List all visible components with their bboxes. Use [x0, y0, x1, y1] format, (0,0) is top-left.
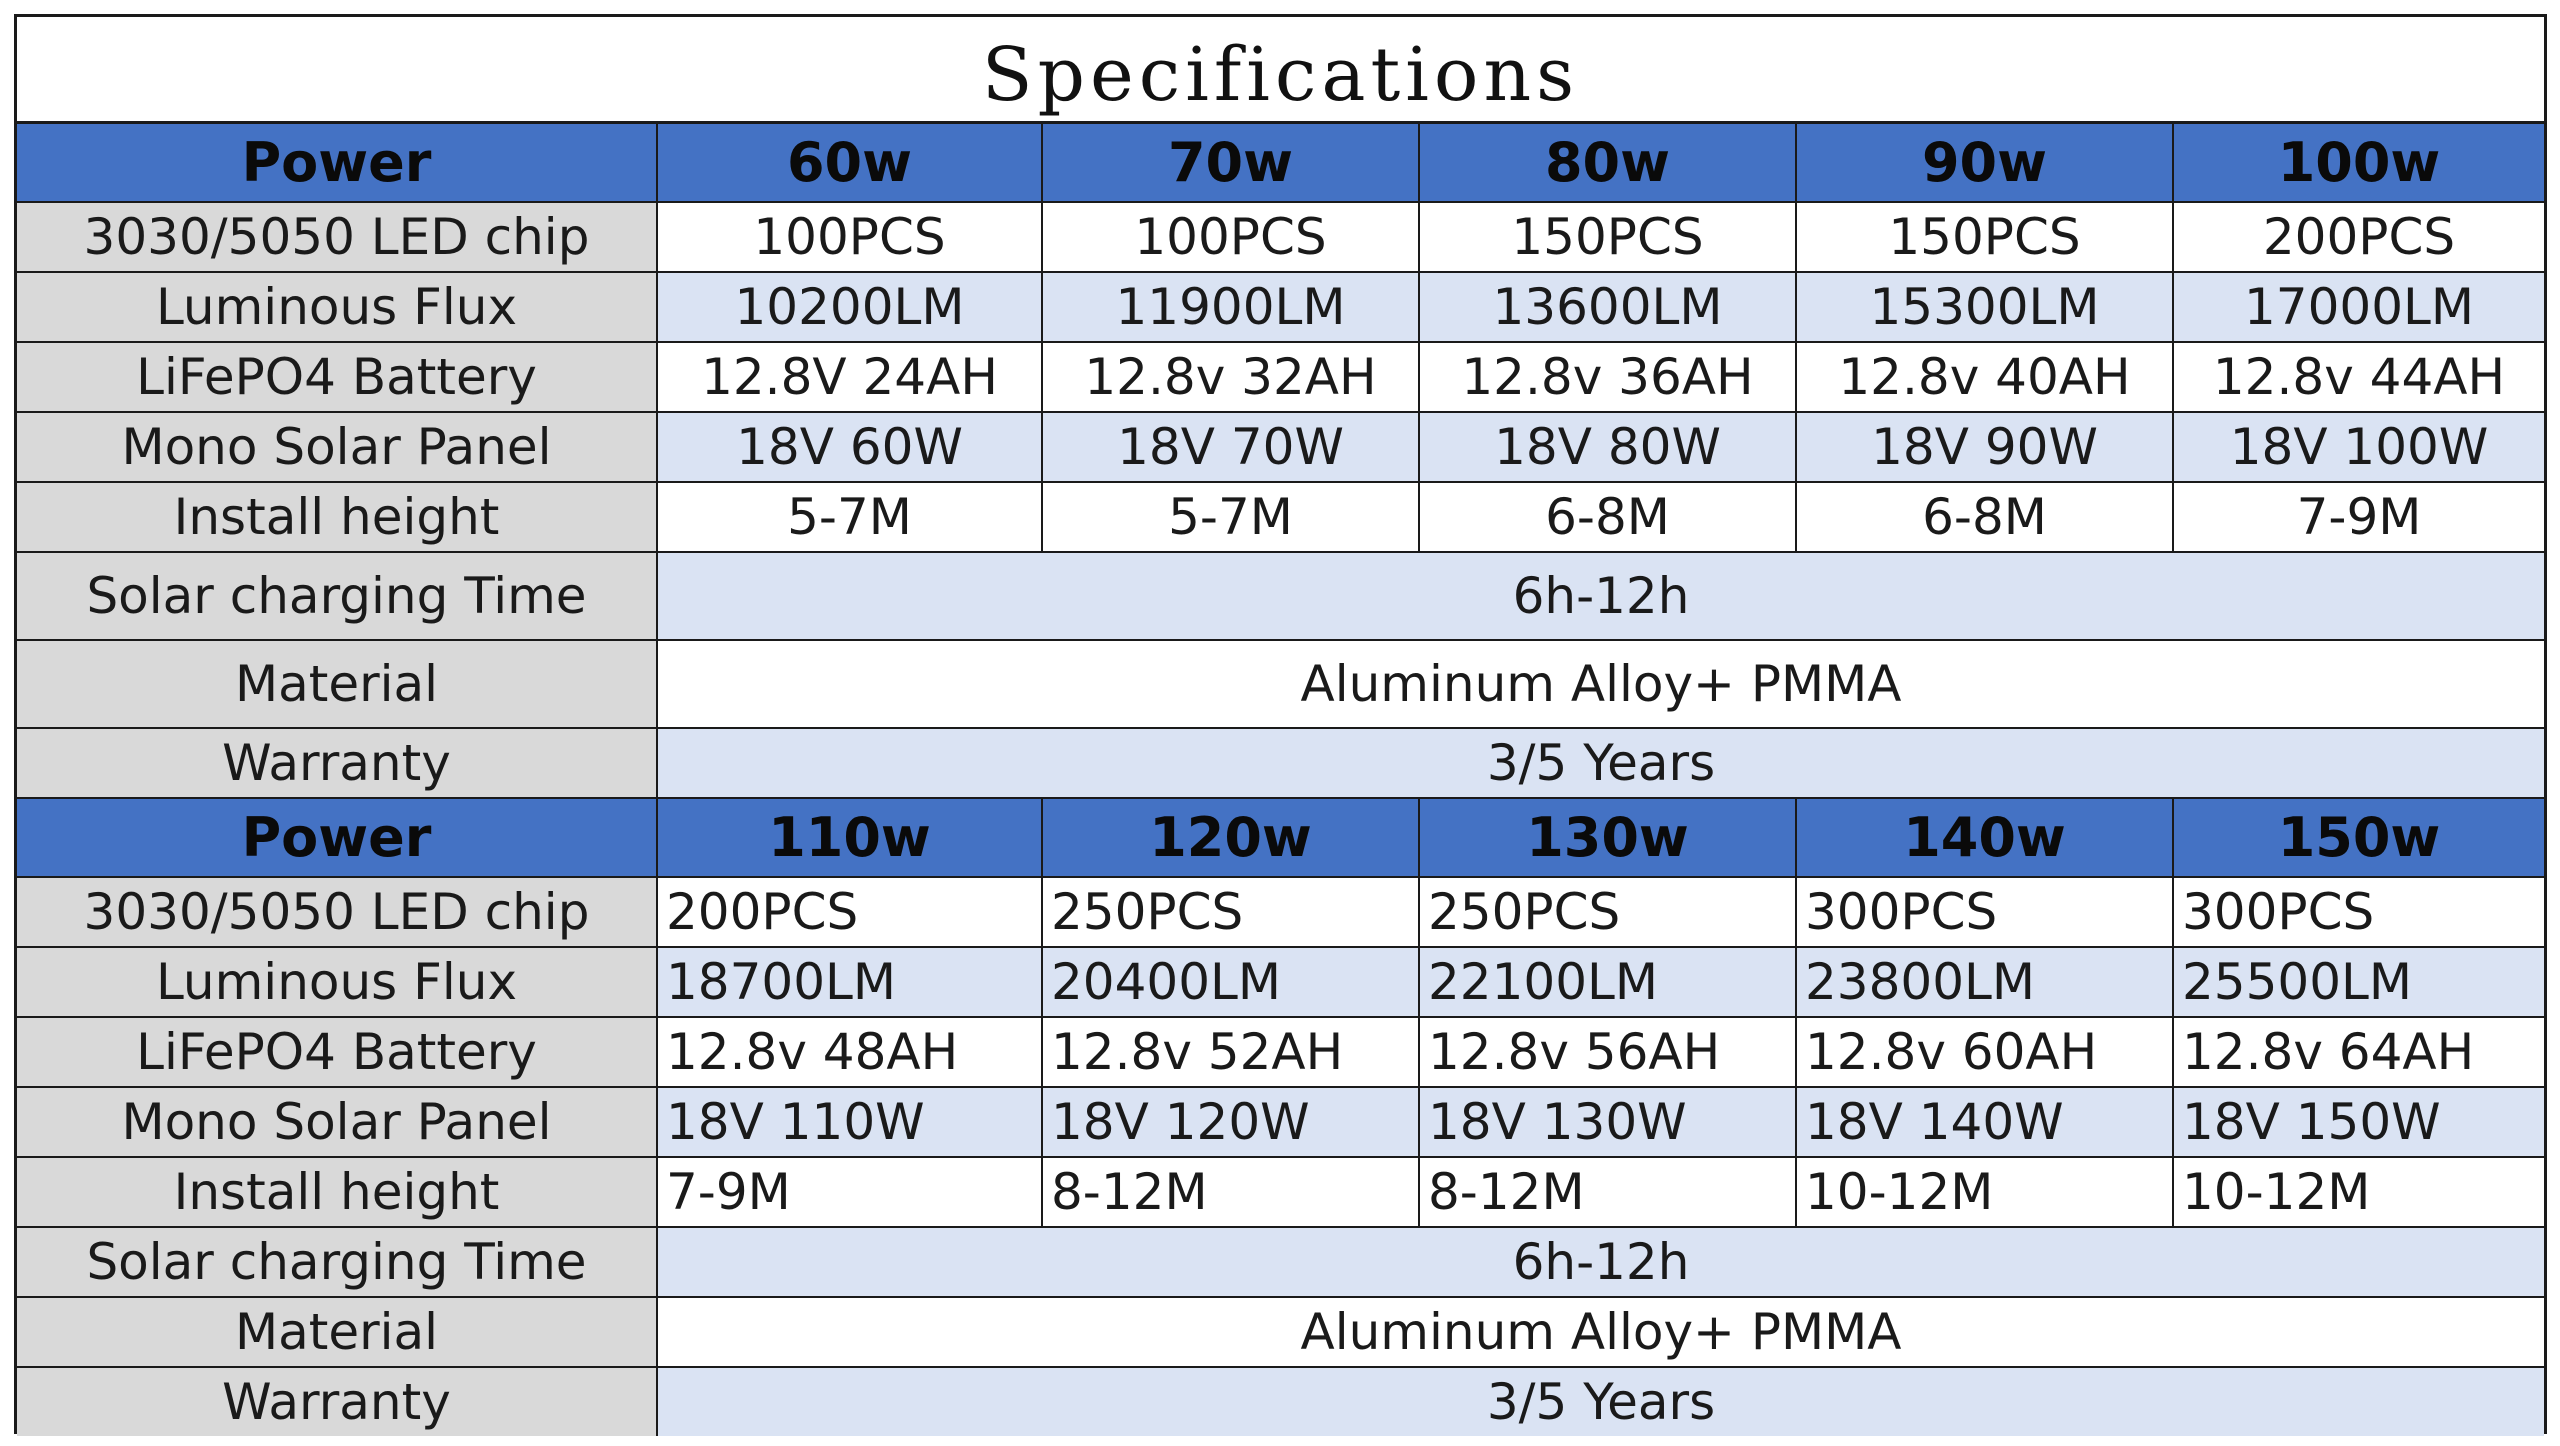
- table-cell: 100PCS: [1042, 202, 1419, 272]
- row-label: Mono Solar Panel: [17, 412, 657, 482]
- table-row-battery: [17, 1017, 2544, 1087]
- table-cell: 20400LM: [1042, 947, 1419, 1017]
- table-row-warranty: [17, 728, 2544, 797]
- table-cell: 25500LM: [2173, 947, 2544, 1017]
- table-cell: 5-7M: [657, 482, 1042, 552]
- table-cell: 18V 130W: [1419, 1087, 1796, 1157]
- table-cell: 10-12M: [1796, 1157, 2173, 1227]
- table-row-solar-panel: [17, 412, 2544, 482]
- table-cell: 300PCS: [2173, 877, 2544, 947]
- table-cell: 18V 110W: [657, 1087, 1042, 1157]
- table-cell: 250PCS: [1042, 877, 1419, 947]
- table-row-install-height: [17, 482, 2544, 552]
- row-label: Install height: [17, 482, 657, 552]
- table-cell: 300PCS: [1796, 877, 2173, 947]
- row-label: Warranty: [17, 728, 657, 797]
- merged-cell: 6h-12h: [657, 552, 2544, 640]
- table-cell: 18V 80W: [1419, 412, 1796, 482]
- table-cell: 18700LM: [657, 947, 1042, 1017]
- table-cell: 12.8v 56AH: [1419, 1017, 1796, 1087]
- table-cell: 6-8M: [1796, 482, 2173, 552]
- table-row-install-height: [17, 1157, 2544, 1227]
- table-cell: 12.8v 48AH: [657, 1017, 1042, 1087]
- merged-cell: Aluminum Alloy+ PMMA: [657, 1297, 2544, 1367]
- header-power-label: Power: [17, 798, 657, 877]
- table-cell: 15300LM: [1796, 272, 2173, 342]
- row-label: Luminous Flux: [17, 947, 657, 1017]
- header-wattage: 130w: [1419, 798, 1796, 877]
- table-cell: 18V 140W: [1796, 1087, 2173, 1157]
- table-row-charging-time: [17, 552, 2544, 640]
- table-cell: 200PCS: [657, 877, 1042, 947]
- table-cell: 8-12M: [1419, 1157, 1796, 1227]
- row-label: LiFePO4 Battery: [17, 1017, 657, 1087]
- table-cell: 7-9M: [2173, 482, 2544, 552]
- table-cell: 12.8v 32AH: [1042, 342, 1419, 412]
- table-cell: 12.8V 24AH: [657, 342, 1042, 412]
- table-row-battery: [17, 342, 2544, 412]
- table-cell: 12.8v 40AH: [1796, 342, 2173, 412]
- table-row-charging-time: [17, 1227, 2544, 1297]
- spec-table-60w-100w: [17, 124, 2544, 797]
- table-cell: 12.8v 60AH: [1796, 1017, 2173, 1087]
- table-cell: 18V 70W: [1042, 412, 1419, 482]
- header-wattage: 90w: [1796, 124, 2173, 202]
- merged-cell: Aluminum Alloy+ PMMA: [657, 640, 2544, 728]
- table-cell: 18V 120W: [1042, 1087, 1419, 1157]
- table-cell: 18V 60W: [657, 412, 1042, 482]
- table-cell: 12.8v 64AH: [2173, 1017, 2544, 1087]
- header-wattage: 140w: [1796, 798, 2173, 877]
- table-cell: 23800LM: [1796, 947, 2173, 1017]
- table-row-material: [17, 640, 2544, 728]
- header-row: [17, 798, 2544, 877]
- table-cell: 12.8v 36AH: [1419, 342, 1796, 412]
- table-cell: 11900LM: [1042, 272, 1419, 342]
- row-label: Solar charging Time: [17, 552, 657, 640]
- table-cell: 12.8v 52AH: [1042, 1017, 1419, 1087]
- specifications-sheet: [14, 14, 2547, 1434]
- row-label: Material: [17, 1297, 657, 1367]
- table-cell: 18V 90W: [1796, 412, 2173, 482]
- merged-cell: 3/5 Years: [657, 728, 2544, 797]
- header-wattage: 120w: [1042, 798, 1419, 877]
- header-wattage: 80w: [1419, 124, 1796, 202]
- header-power-label: Power: [17, 124, 657, 202]
- page-title: Specifications: [17, 17, 2544, 124]
- table-cell: 18V 100W: [2173, 412, 2544, 482]
- table-cell: 10200LM: [657, 272, 1042, 342]
- table-cell: 5-7M: [1042, 482, 1419, 552]
- header-wattage: 110w: [657, 798, 1042, 877]
- table-row-solar-panel: [17, 1087, 2544, 1157]
- row-label: Mono Solar Panel: [17, 1087, 657, 1157]
- header-wattage: 60w: [657, 124, 1042, 202]
- table-cell: 100PCS: [657, 202, 1042, 272]
- header-wattage: 100w: [2173, 124, 2544, 202]
- table-cell: 17000LM: [2173, 272, 2544, 342]
- header-row: [17, 124, 2544, 202]
- table-cell: 6-8M: [1419, 482, 1796, 552]
- row-label: Warranty: [17, 1367, 657, 1436]
- table-cell: 12.8v 44AH: [2173, 342, 2544, 412]
- table-cell: 150PCS: [1419, 202, 1796, 272]
- merged-cell: 6h-12h: [657, 1227, 2544, 1297]
- row-label: Install height: [17, 1157, 657, 1227]
- merged-cell: 3/5 Years: [657, 1367, 2544, 1436]
- table-cell: 22100LM: [1419, 947, 1796, 1017]
- row-label: Solar charging Time: [17, 1227, 657, 1297]
- table-cell: 13600LM: [1419, 272, 1796, 342]
- table-cell: 200PCS: [2173, 202, 2544, 272]
- table-row-led-chip: [17, 202, 2544, 272]
- table-cell: 250PCS: [1419, 877, 1796, 947]
- row-label: Material: [17, 640, 657, 728]
- header-wattage: 70w: [1042, 124, 1419, 202]
- table-row-material: [17, 1297, 2544, 1367]
- table-cell: 150PCS: [1796, 202, 2173, 272]
- table-row-luminous-flux: [17, 947, 2544, 1017]
- table-row-warranty: [17, 1367, 2544, 1436]
- header-wattage: 150w: [2173, 798, 2544, 877]
- row-label: LiFePO4 Battery: [17, 342, 657, 412]
- table-cell: 8-12M: [1042, 1157, 1419, 1227]
- spec-table-110w-150w: [17, 797, 2544, 1436]
- row-label: Luminous Flux: [17, 272, 657, 342]
- row-label: 3030/5050 LED chip: [17, 202, 657, 272]
- table-cell: 7-9M: [657, 1157, 1042, 1227]
- row-label: 3030/5050 LED chip: [17, 877, 657, 947]
- table-cell: 10-12M: [2173, 1157, 2544, 1227]
- table-row-luminous-flux: [17, 272, 2544, 342]
- table-cell: 18V 150W: [2173, 1087, 2544, 1157]
- table-row-led-chip: [17, 877, 2544, 947]
